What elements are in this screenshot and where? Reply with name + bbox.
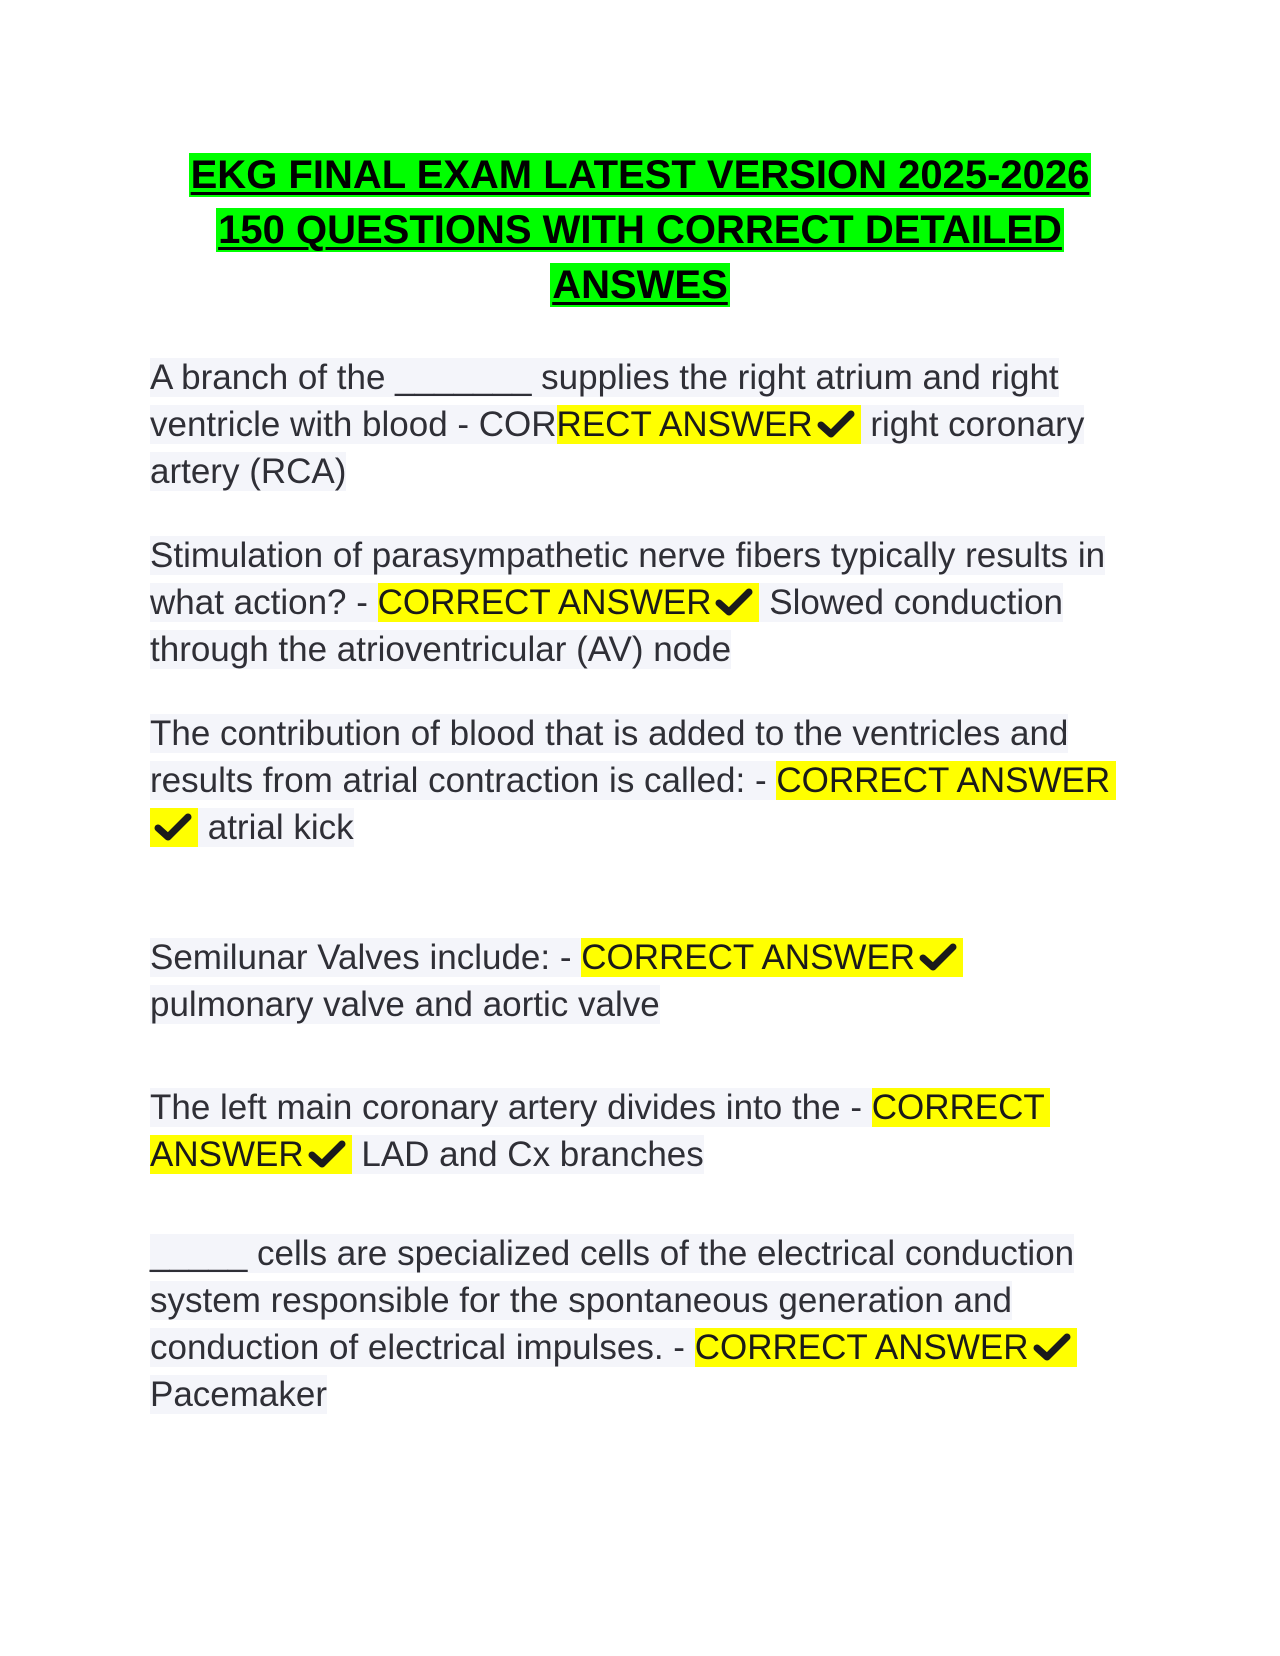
correct-answer-marker: CORRECT ANSWER: [150, 1088, 1050, 1174]
checkmark-icon: [308, 1139, 346, 1169]
document-title: [140, 148, 1140, 313]
checkmark-icon: [919, 942, 957, 972]
question-text: The contribution of blood that is added to the ventricles and results from atrial contraction is called: -: [150, 714, 1069, 800]
checkmark-icon: [817, 409, 855, 439]
qa-item: [150, 1084, 1130, 1178]
answer-text: Pacemaker: [150, 1375, 328, 1414]
checkmark-icon: [154, 812, 192, 842]
answer-text: atrial kick: [207, 808, 354, 847]
question-text: Semilunar Valves include: -: [150, 938, 572, 977]
title-line-3: ANSWES: [552, 263, 728, 307]
qa-item: [150, 354, 1130, 495]
question-text: The left main coronary artery divides into the -: [150, 1088, 862, 1127]
checkmark-icon: [1033, 1332, 1071, 1362]
title-line-2: 150 QUESTIONS WITH CORRECT DETAILED: [218, 208, 1062, 252]
qa-item: [150, 710, 1130, 851]
question-text: A branch of the _______ supplies the right atrium and right ventricle with blood - COR: [150, 358, 1059, 444]
answer-text: pulmonary valve and aortic valve: [150, 985, 660, 1024]
checkmark-icon: [715, 587, 753, 617]
qa-item: [150, 1230, 1130, 1418]
title-line-1: EKG FINAL EXAM LATEST VERSION 2025-2026: [190, 153, 1090, 197]
correct-answer-marker: CORRECT ANSWER: [581, 938, 963, 977]
correct-answer-marker: CORRECT ANSWER: [695, 1328, 1077, 1367]
answer-text: right coronary artery (RCA): [150, 405, 1085, 491]
correct-answer-marker: CORRECT ANSWER: [378, 583, 760, 622]
correct-answer-marker: CORRECT ANSWER: [150, 761, 1116, 847]
answer-text: Slowed conduction through the atrioventricular (AV) node: [150, 583, 1064, 669]
answer-text: LAD and Cx branches: [361, 1135, 704, 1174]
qa-item: [150, 532, 1130, 673]
question-text: _____ cells are specialized cells of the electrical conduction system responsible for the spontaneous generation and conduction of electrical impulses. -: [150, 1234, 1075, 1367]
correct-answer-marker: RECT ANSWER: [557, 405, 861, 444]
question-text: Stimulation of parasympathetic nerve fibers typically results in what action? -: [150, 536, 1106, 622]
qa-item: [150, 934, 1130, 1028]
